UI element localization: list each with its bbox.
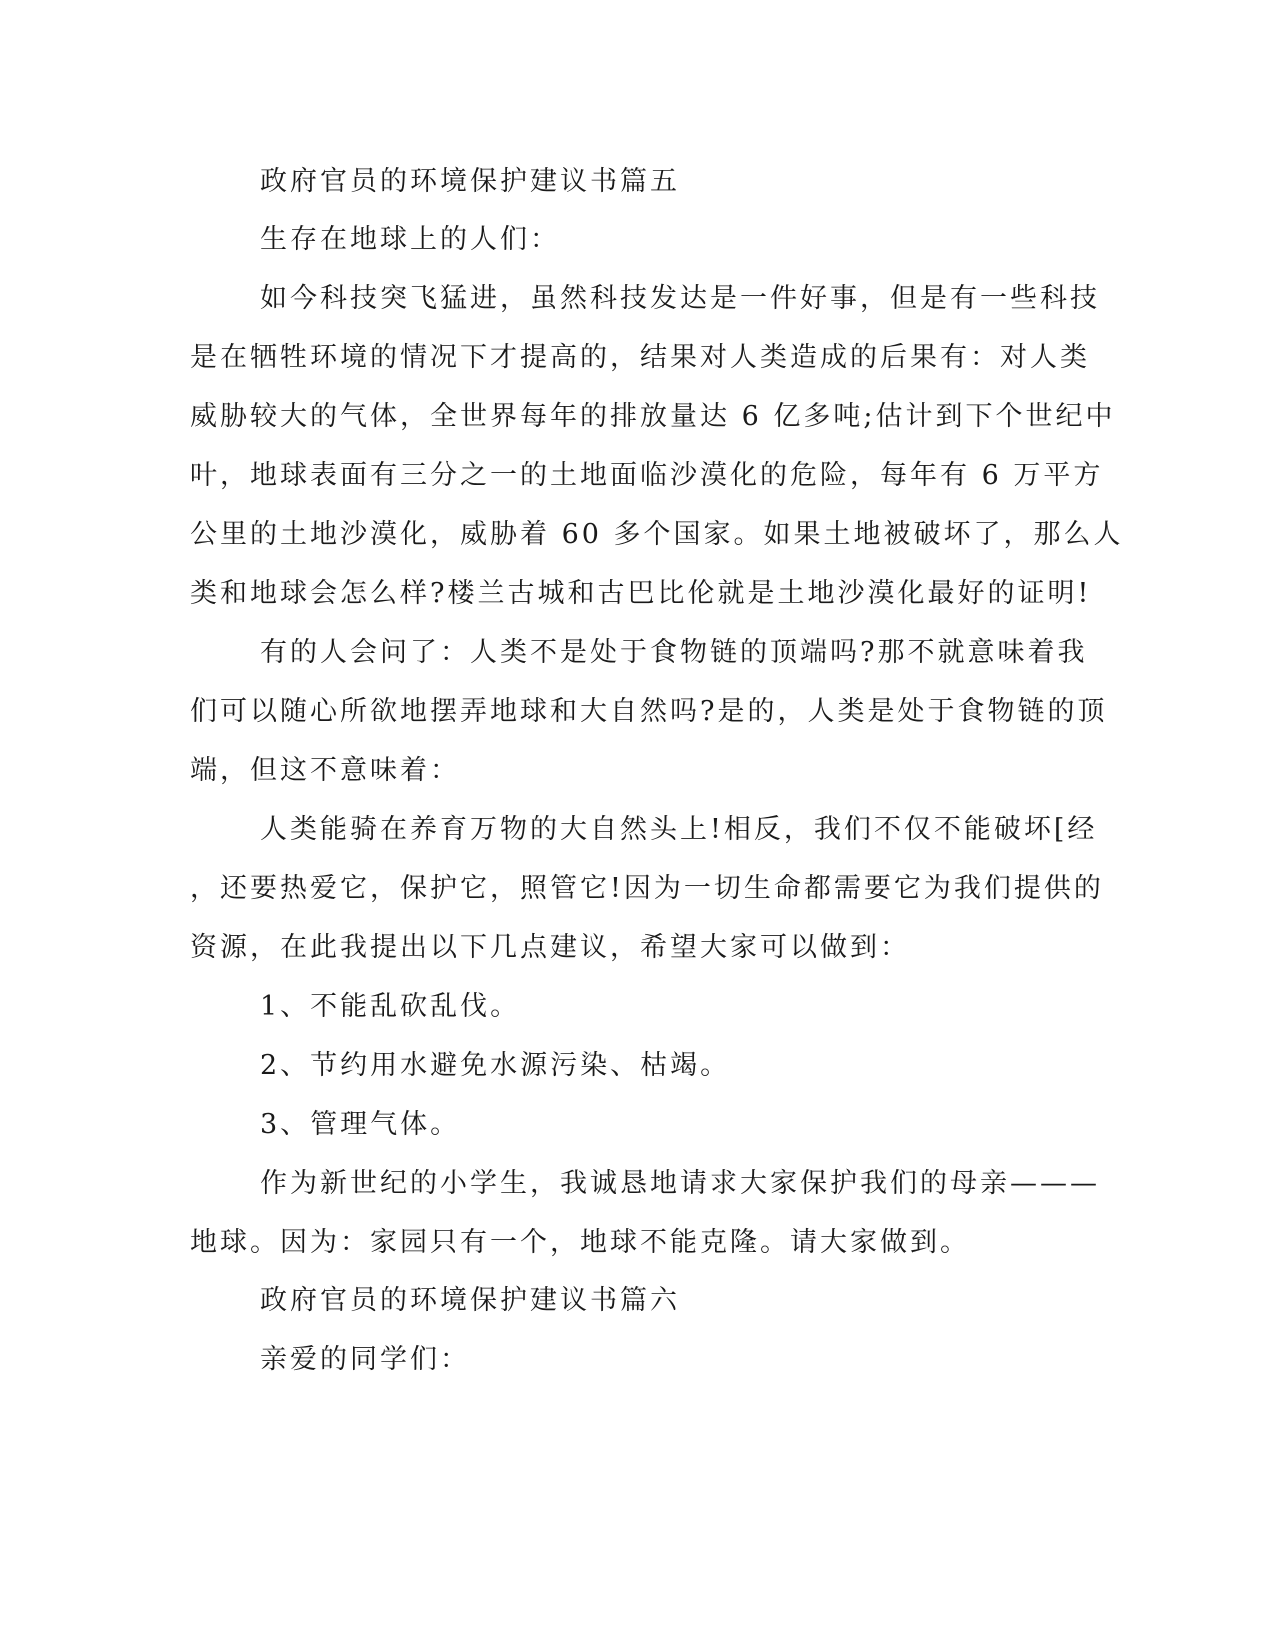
paragraph-line: 人类能骑在养育万物的大自然头上!相反，我们不仅不能破坏[经 <box>260 814 1098 845</box>
list-item-2: 2、节约用水避免水源污染、枯竭。 <box>260 1050 731 1081</box>
paragraph-line: 如今科技突飞猛进，虽然科技发达是一件好事，但是有一些科技 <box>260 283 1100 314</box>
paragraph-line: 有的人会问了：人类不是处于食物链的顶端吗?那不就意味着我 <box>260 637 1088 668</box>
section-heading-5: 政府官员的环境保护建议书篇五 <box>260 166 680 197</box>
paragraph-line: ，还要热爱它，保护它，照管它!因为一切生命都需要它为我们提供的 <box>190 873 1104 904</box>
salutation-line: 亲爱的同学们： <box>260 1344 470 1375</box>
paragraph-line: 资源，在此我提出以下几点建议，希望大家可以做到： <box>190 932 910 963</box>
paragraph-line: 们可以随心所欲地摆弄地球和大自然吗?是的，人类是处于食物链的顶 <box>190 696 1108 727</box>
paragraph-line: 是在牺牲环境的情况下才提高的，结果对人类造成的后果有：对人类 <box>190 342 1090 373</box>
paragraph-line: 端，但这不意味着： <box>190 755 460 786</box>
list-item-3: 3、管理气体。 <box>260 1109 461 1140</box>
list-item-1: 1、不能乱砍乱伐。 <box>260 991 521 1022</box>
paragraph-line: 叶，地球表面有三分之一的土地面临沙漠化的危险，每年有 6 万平方 <box>190 460 1104 491</box>
paragraph-line: 地球。因为：家园只有一个，地球不能克隆。请大家做到。 <box>190 1227 970 1258</box>
paragraph-line: 威胁较大的气体，全世界每年的排放量达 6 亿多吨;估计到下个世纪中 <box>190 401 1116 432</box>
paragraph-line: 公里的土地沙漠化，威胁着 60 多个国家。如果土地被破坏了，那么人 <box>190 519 1124 550</box>
paragraph-line: 作为新世纪的小学生，我诚恳地请求大家保护我们的母亲——— <box>260 1168 1100 1199</box>
section-heading-6: 政府官员的环境保护建议书篇六 <box>260 1285 680 1316</box>
salutation-line: 生存在地球上的人们： <box>260 224 560 255</box>
paragraph-line: 类和地球会怎么样?楼兰古城和古巴比伦就是土地沙漠化最好的证明! <box>190 578 1092 609</box>
